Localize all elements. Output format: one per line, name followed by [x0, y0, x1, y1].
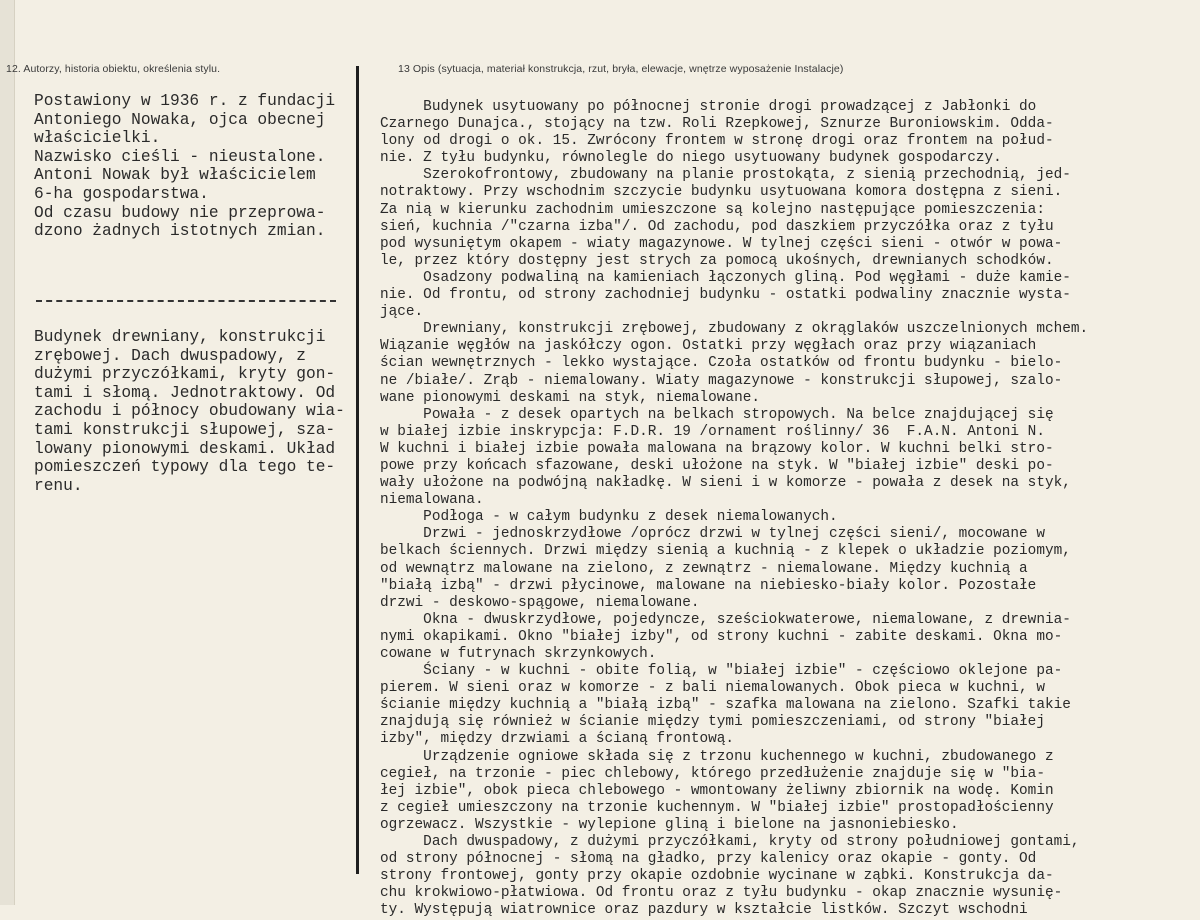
description-line: cegieł, na trzonie - piec chlebowy, którego przedłużenie znajduje się w "bia- — [380, 765, 1045, 782]
description-line: Urządzenie ogniowe składa się z trzonu kuchennego w kuchni, zbudowanego z — [380, 748, 1054, 765]
description-line: strony frontowej, gonty przy okapie ozdobnie wycinane w ząbki. Konstrukcja da- — [380, 868, 1054, 885]
history-line: Antoniego Nowaka, ojca obecnej — [34, 110, 326, 129]
description-line: łej izbie", obok pieca chlebowego - wmontowany żeliwny zbiornik na wodę. Komin — [380, 782, 1054, 799]
description-line: powe przy końcach sfazowane, deski ułożone na styk. W "białej izbie" deski po- — [380, 457, 1054, 474]
description-line: W kuchni i białej izbie powała malowana na brązowy kolor. W kuchni belki stro- — [380, 440, 1054, 457]
construction-line: dużymi przyczółkami, kryty gon- — [34, 365, 336, 384]
description-line: ogrzewacz. Wszystkie - wylepione gliną i bielone na jasnoniebiesko. — [380, 816, 959, 833]
description-line: chu krokwiowo-płatwiowa. Od frontu oraz z tyłu budynku - okap znacznie wysunię- — [380, 885, 1063, 902]
description-line: Osadzony podwaliną na kamieniach łączonych gliną. Pod węgłami - duże kamie- — [380, 269, 1071, 286]
construction-line: Budynek drewniany, konstrukcji — [34, 328, 326, 346]
construction-line: lowany pionowymi deskami. Układ — [34, 439, 336, 458]
description-line: nymi okapikami. Okno "białej izby", od strony kuchni - zabite deskami. Okna mo- — [380, 628, 1063, 645]
description-line: od strony północnej - słomą na gładko, przy kalenicy oraz okapie - gonty. Od — [380, 851, 1037, 868]
description-line: Okna - dwuskrzydłowe, pojedyncze, sześciokwaterowe, niemalowane, z drewnia- — [380, 611, 1071, 628]
construction-line: zrębowej. Dach dwuspadowy, z — [34, 346, 306, 365]
description-line: z cegieł umieszczony na trzonie kuchennym. W "białej izbie" prostopadłościenny — [380, 799, 1054, 816]
description-line: Drewniany, konstrukcji zrębowej, zbudowany z okrąglaków uszczelnionych mchem. — [380, 321, 1089, 338]
description-line: Podłoga - w całym budynku z desek niemalowanych. — [380, 509, 838, 526]
description-line: notraktowy. Przy wschodnim szczycie budynku usytuowana komora dostępna z sieni. — [380, 184, 1063, 201]
description-text — [380, 99, 1088, 920]
description-line: Wiązanie węgłów na jaskółczy ogon. Ostatki przy węgłach oraz przy wiązaniach — [380, 338, 1037, 355]
section-12-header: 12. Autorzy, historia obiektu, określenia stylu. — [6, 63, 221, 75]
description-line: belkach ściennych. Drzwi między sienią a kuchnią - z klepek o układzie poziomym, — [380, 543, 1071, 560]
history-line: Antoni Nowak był właścicielem — [34, 166, 316, 185]
description-line: Drzwi - jednoskrzydłowe /oprócz drzwi w tylnej części sieni/, mocowane w — [380, 526, 1045, 543]
description-line: wały ułożone na podwójną nakładkę. W sieni i w komorze - powała z desek na styk, — [380, 475, 1071, 492]
description-line: cowane w futrynach skrzynkowych. — [380, 646, 657, 662]
description-line: Ściany - w kuchni - obite folią, w "białej izbie" - częściowo oklejone pa- — [380, 663, 1063, 680]
construction-line: tami konstrukcji słupowej, sza- — [34, 420, 336, 439]
description-line: ty. Występują wiatrownice oraz pazdury w kształcie listków. Szczyt wschodni — [380, 902, 1028, 919]
construction-summary-text — [34, 328, 345, 495]
description-line: Szerokofrontowy, zbudowany na planie prostokąta, z sienią przechodnią, jed- — [380, 167, 1071, 184]
description-line: ne /białe/. Zrąb - niemalowany. Wiaty magazynowe - konstrukcji słupowej, szalo- — [380, 372, 1063, 389]
description-line: ścianie między kuchnią a "białą izbą" - szafka malowana na zielono. Szafki takie — [380, 697, 1071, 714]
description-line: sień, kuchnia /"czarna izba"/. Od zachodu, pod daszkiem przyczółka oraz z tyłu — [380, 218, 1054, 235]
history-line: właścicielki. — [34, 129, 161, 148]
description-line: Czarnego Dunajca., stojący na tzw. Roli Rzepkowej, Sznurze Buroniowskim. Odda- — [380, 116, 1054, 133]
section-13-header: 13 Opis (sytuacja, materiał konstrukcja, rzut, bryła, elewacje, wnętrze wyposażenie Instalacje) — [398, 63, 844, 75]
description-line: pod wysuniętym okapem - wiaty magazynowe. W tylnej części sieni - otwór w powa- — [380, 235, 1063, 252]
description-line: znajdują się również w ścianie między tymi pomieszczeniami, od strony "białej — [380, 714, 1045, 731]
description-line: ścian wewnętrznych - lekko wystające. Czoła ostatków od frontu budynku - bielo- — [380, 355, 1063, 372]
construction-line: pomieszczeń typowy dla tego te- — [34, 458, 336, 477]
description-line: nie. Od frontu, od strony zachodniej budynku - ostatki podwaliny znacznie wysta- — [380, 287, 1071, 304]
history-line: 6-ha gospodarstwa. — [34, 184, 209, 203]
description-line: jące. — [380, 304, 424, 321]
history-text — [34, 92, 335, 241]
description-line: od wewnątrz malowane na zielono, z zewnątrz - niemalowane. Między kuchnią a — [380, 560, 1028, 577]
description-line: w białej izbie inskrypcja: F.D.R. 19 /ornament roślinny/ 36 F.A.N. Antoni N. — [380, 423, 1045, 440]
construction-line: tami i słomą. Jednotraktowy. Od — [34, 383, 336, 402]
description-line: Powała - z desek opartych na belkach stropowych. Na belce znajdującej się — [380, 406, 1054, 423]
description-line: "białą izbą" - drzwi płycinowe, malowane na niebiesko-biały kolor. Pozostałe — [380, 577, 1037, 594]
dashed-separator — [36, 300, 336, 302]
description-line: drzwi - deskowo-spągowe, niemalowane. — [380, 594, 700, 611]
column-divider — [356, 66, 359, 874]
description-line: le, przez który dostępny jest strych za pomocą ukośnych, drewnianych schodków. — [380, 252, 1054, 269]
history-line: Postawiony w 1936 r. z fundacji — [34, 92, 336, 110]
description-line: pierem. W sieni oraz w komorze - z bali niemalowanych. Obok pieca w kuchni, w — [380, 680, 1045, 697]
history-line: Nazwisko cieśli - nieustalone. — [34, 147, 326, 166]
history-line: dzono żadnych istotnych zmian. — [34, 222, 326, 241]
description-line: Za nią w kierunku zachodnim umieszczone są kolejno następujące pomieszczenia: — [380, 201, 1045, 218]
description-line: nie. Z tyłu budynku, równolegle do niego usytuowany budynek gospodarczy. — [380, 150, 1002, 167]
description-line: Dach dwuspadowy, z dużymi przyczółkami, kryty od strony południowej gontami, — [380, 834, 1080, 851]
history-line: Od czasu budowy nie przeprowa- — [34, 203, 326, 222]
description-line: izby", między drzwiami a ścianą frontową. — [380, 731, 735, 748]
description-line: Budynek usytuowany po północnej stronie drogi prowadzącej z Jabłonki do — [380, 99, 1037, 115]
construction-line: renu. — [34, 476, 83, 495]
description-line: lony od drogi o ok. 15. Zwrócony frontem w stronę drogi oraz frontem na połud- — [380, 133, 1054, 150]
description-line: wane pionowymi deskami na styk, niemalowane. — [380, 389, 760, 406]
description-line: niemalowana. — [380, 492, 484, 509]
construction-line: zachodu i północy obudowany wia- — [34, 402, 345, 421]
page-edge — [0, 0, 15, 905]
